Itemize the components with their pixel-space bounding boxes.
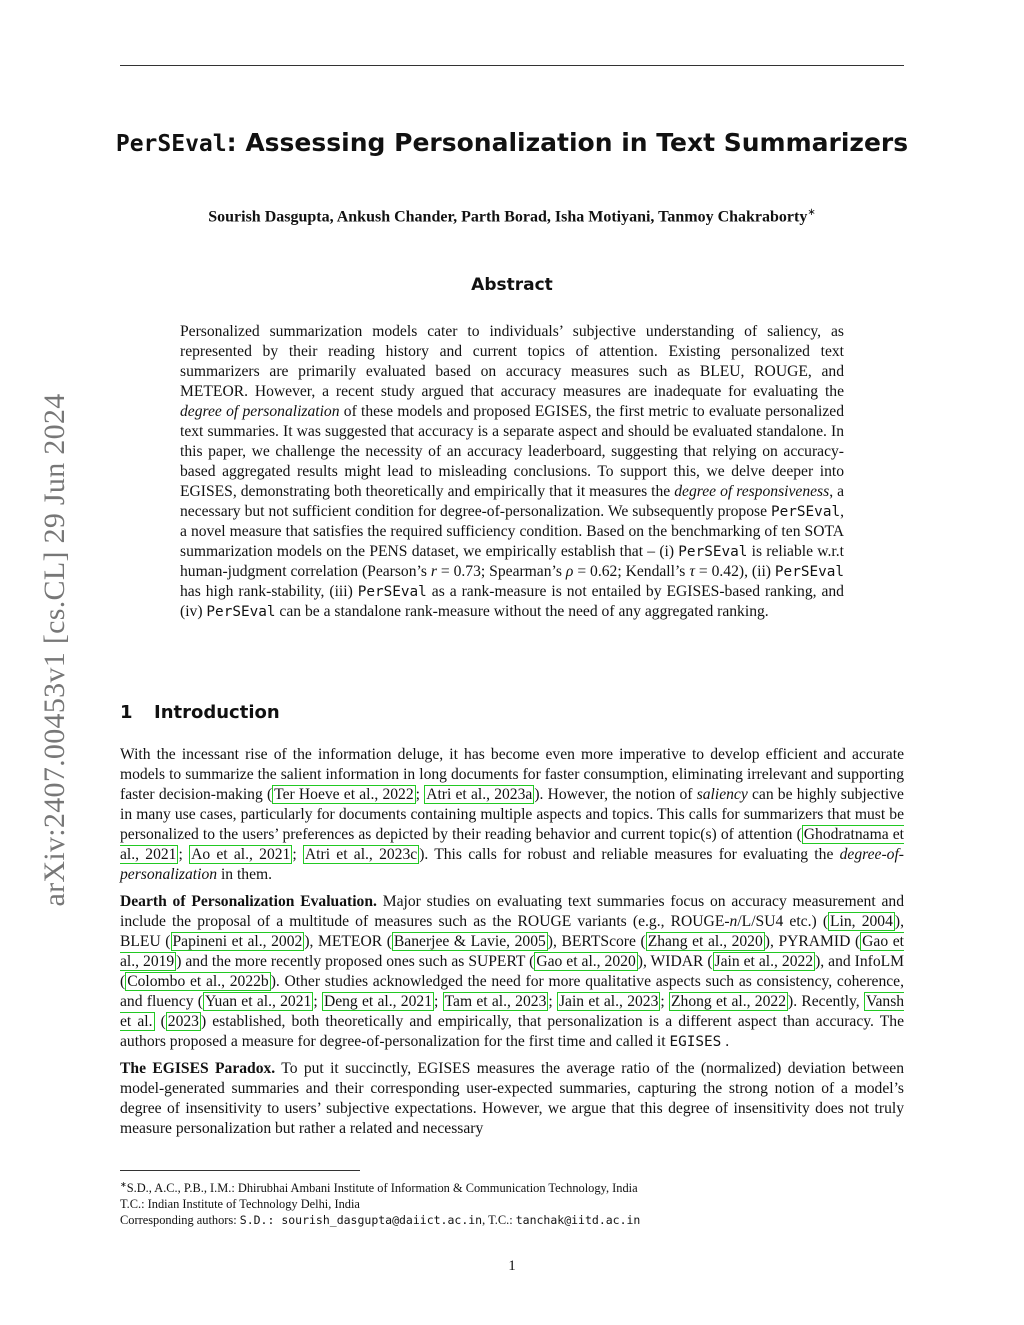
metric-name: EGISES	[669, 1034, 722, 1050]
paradox-paragraph	[120, 1059, 904, 1139]
introduction-body	[120, 745, 904, 1146]
body-text: ) and the more recently proposed ones such as SUPERT (	[176, 953, 535, 970]
citation-link[interactable]: Vansh et al.	[120, 993, 905, 1030]
body-text: ). Recently,	[788, 993, 864, 1010]
body-text: To put it succinctly, EGISES measures the average ratio of the (normalized) deviation between model-generated summaries and their corresponding user-expected summaries, capturing the strong notion of a model’s degree of insensitivity to users’ subjective expectations. However, we argue that this degree of insensitivity does not truly measure personalization but rather a related and necessary	[120, 1060, 905, 1137]
abstract-method-name: PerSEval	[357, 584, 427, 600]
body-text: ;	[434, 993, 443, 1010]
abstract-method-name: PerSEval	[771, 504, 841, 520]
title-rest: : Assessing Personalization in Text Summarizers	[226, 128, 909, 157]
footnote-text: , T.C.:	[482, 1213, 516, 1228]
body-emphasis: degree-of-personalization	[120, 846, 904, 883]
body-text: ) established, both theoretically and empirically, that personalization is a different aspect than accuracy. The authors proposed a measure for degree-of-personalization for the first time and called it	[120, 1013, 905, 1050]
citation-link[interactable]: 2023	[167, 1013, 199, 1030]
body-text: ). This calls for robust and reliable measures for evaluating the	[419, 846, 840, 863]
page-number: 1	[508, 1258, 516, 1274]
body-text: ), and InfoLM (	[120, 953, 905, 990]
arxiv-identifier[interactable]: arXiv:2407.00453v1 [cs.CL] 29 Jun 2024	[38, 393, 71, 907]
citation-link[interactable]: Gao et al., 2019	[120, 933, 904, 970]
abstract-text: Personalized summarization models cater to individuals’ subjective understanding of saliency, as represented by their reading history and current topics of attention. Existing personalized text summarizers are primarily evaluated based on accuracy measures such as BLEU, ROUGE, and METEOR. However, a recent study argued that accuracy measures are inadequate for evaluating the	[180, 323, 844, 400]
abstract-heading: Abstract	[471, 275, 553, 295]
author-list	[0, 207, 1024, 226]
footnote-affiliation-2: T.C.: Indian Institute of Technology Delhi, India	[120, 1197, 360, 1212]
footnote-text: S.D., A.C., P.B., I.M.: Dhirubhai Ambani Institute of Information & Communication Technology, India	[126, 1181, 638, 1196]
body-text: in them.	[217, 866, 273, 883]
footnotes	[120, 1177, 904, 1228]
abstract-text: has high rank-stability, (iii)	[180, 583, 358, 600]
body-text: ), PYRAMID (	[764, 933, 861, 950]
citation-link[interactable]: Tam et al., 2023	[444, 993, 547, 1010]
abstract-math: r	[430, 563, 437, 580]
abstract-text: = 0.62; Kendall’s	[573, 563, 690, 580]
body-text: /L/SU4 etc.) (	[737, 913, 829, 930]
citation-link[interactable]: Zhang et al., 2020	[647, 933, 763, 950]
body-text: ), BLEU (	[120, 913, 904, 950]
body-text: ;	[313, 993, 322, 1010]
author-footnote-mark[interactable]: ∗	[807, 207, 816, 218]
abstract-text: as a rank-measure is not entailed by EGISES-based ranking, and (iv)	[180, 583, 844, 620]
citation-link[interactable]: Ao et al., 2021	[191, 846, 291, 863]
header-rule	[120, 65, 904, 66]
body-text: With the incessant rise of the information deluge, it has become even more imperative to develop efficient and accurate models to summarize the salient information in long documents for faster consumption, eliminating irrelevant and supporting faster decision-making (	[120, 746, 904, 803]
footnote-text: Corresponding authors:	[120, 1213, 240, 1228]
footnote-contacts	[120, 1212, 904, 1228]
abstract-text: is reliable w.r.t human-judgment correlation (Pearson’s	[180, 543, 844, 580]
body-text: ), WIDAR (	[637, 953, 713, 970]
footnote-text: S.D.:	[239, 1213, 282, 1228]
abstract-method-name: PerSEval	[206, 604, 276, 620]
abstract-math: ρ	[565, 563, 574, 580]
citation-link[interactable]: Zhong et al., 2022	[671, 993, 786, 1010]
abstract-text: of these models and proposed EGISES, the first metric to evaluate personalized text summaries. It was suggested that accuracy is a separate aspect and should be evaluated standalone. In this paper, we challenge the necessity of an accuracy leaderboard, suggesting that relying on accuracy-based aggregated results might lead to misleading conclusions. To support this, we delve deeper into EGISES, demonstrating both theoretically and empirically that it measures the	[180, 403, 844, 500]
body-text: (	[154, 1013, 166, 1030]
citation-link[interactable]: Ter Hoeve et al., 2022	[274, 786, 414, 803]
body-text: ;	[548, 993, 557, 1010]
citation-link[interactable]: Lin, 2004	[830, 913, 893, 930]
paragraph-heading: The EGISES Paradox.	[120, 1060, 276, 1077]
citation-link[interactable]: Colombo et al., 2022b	[127, 973, 269, 990]
body-text: can be highly subjective in many use cases, particularly for documents containing multiple aspects and topics. This calls for summarizers that must be personalized to the users’ preferences as depicted by their reading behavior and current topic(s) of attention (	[120, 786, 904, 843]
body-emphasis: saliency	[696, 786, 748, 803]
citation-link[interactable]: Banerjee & Lavie, 2005	[393, 933, 546, 950]
citation-link[interactable]: Ghodratnama et al., 2021	[120, 826, 904, 863]
abstract-emphasis: degree of responsiveness	[674, 483, 830, 500]
footnote-affiliation-1	[120, 1177, 904, 1196]
abstract-text: , a novel measure that satisfies the required sufficiency condition. Based on the benchmarking of ten SOTA summarization models on the PENS dataset, we empirically establish that – (i)	[180, 503, 844, 560]
body-text: Major studies on evaluating text summaries focus on accuracy measurement and include the proposal of a multitude of measures such as the ROUGE variants (e.g., ROUGE-	[120, 893, 904, 930]
citation-link[interactable]: Atri et al., 2023a	[426, 786, 533, 803]
section-title: Introduction	[154, 702, 280, 723]
dearth-paragraph	[120, 892, 904, 1052]
abstract-body	[180, 322, 844, 622]
intro-paragraph	[120, 745, 904, 885]
body-text: ), BERTScore (	[547, 933, 646, 950]
footnote-rule	[120, 1170, 360, 1171]
citation-link[interactable]: Atri et al., 2023c	[304, 846, 418, 863]
section-number: 1	[120, 702, 133, 723]
abstract-text: = 0.42), (ii)	[694, 563, 775, 580]
body-text: ;	[415, 786, 425, 803]
citation-link[interactable]: Gao et al., 2020	[536, 953, 636, 970]
citation-link[interactable]: Papineni et al., 2002	[172, 933, 303, 950]
body-math: n	[729, 913, 738, 930]
footnote-mark: ∗	[120, 1180, 127, 1189]
body-text: .	[721, 1033, 730, 1050]
section-heading-introduction	[120, 702, 280, 723]
title-method-name: PerSEval	[115, 131, 227, 157]
abstract-text: can be a standalone rank-measure without the need of any aggregated ranking.	[275, 603, 769, 620]
body-text: ;	[660, 993, 669, 1010]
paragraph-heading: Dearth of Personalization Evaluation.	[120, 893, 377, 910]
citation-link[interactable]: Jain et al., 2023	[558, 993, 659, 1010]
abstract-text: = 0.73; Spearman’s	[436, 563, 566, 580]
email-link[interactable]: sourish_dasgupta@daiict.ac.in	[281, 1213, 483, 1228]
body-text: ). However, the notion of	[534, 786, 697, 803]
body-text: ). Other studies acknowledged the need for more qualitative aspects such as consistency, coherence, and fluency (	[120, 973, 904, 1010]
authors-names: Sourish Dasgupta, Ankush Chander, Parth Borad, Isha Motiyani, Tanmoy Chakraborty	[208, 208, 808, 226]
abstract-text: , a necessary but not sufficient condition for degree-of-personalization. We subsequently propose	[180, 483, 845, 520]
abstract-math: τ	[689, 563, 695, 580]
email-link[interactable]: tanchak@iitd.ac.in	[515, 1213, 641, 1228]
abstract-method-name: PerSEval	[774, 564, 845, 580]
citation-link[interactable]: Yuan et al., 2021	[205, 993, 312, 1010]
paper-title	[0, 128, 1024, 157]
abstract-method-name: PerSEval	[678, 544, 748, 560]
body-text: ;	[178, 846, 190, 863]
abstract-emphasis: degree of personalization	[180, 403, 340, 420]
citation-link[interactable]: Deng et al., 2021	[323, 993, 432, 1010]
body-text: ;	[292, 846, 303, 863]
body-text: ), METEOR (	[304, 933, 392, 950]
citation-link[interactable]: Jain et al., 2022	[714, 953, 814, 970]
